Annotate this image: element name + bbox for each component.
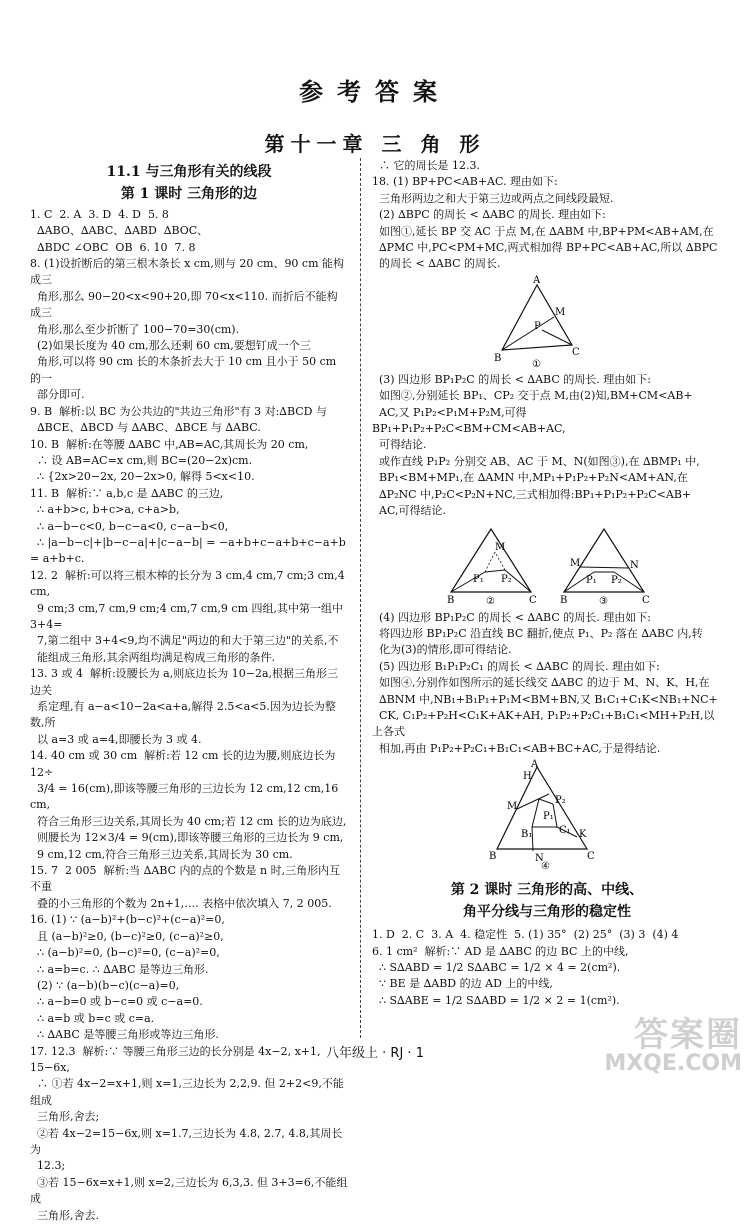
page-title: 参考答案 xyxy=(299,77,451,106)
answer-line: 能组成三角形,其余两组均满足构成三角形的条件. xyxy=(30,650,275,664)
fig4-label-k: K xyxy=(579,829,587,841)
answer-line: 可得结论. xyxy=(372,438,427,452)
answer-line: 相加,再由 P₁P₂+P₂C₁+B₁C₁<AB+BC+AC,于是得结论. xyxy=(372,741,661,755)
section-title: 11.1 与三角形有关的线段 xyxy=(106,164,272,180)
fig1-label-b: B xyxy=(494,352,502,364)
answer-line: ∴ a−b−c<0, b−c−a<0, c−a−b<0, xyxy=(30,519,229,533)
answer-line: 三角形,舍去; xyxy=(30,1110,100,1124)
answer-line: BP₁<BM+MP₁,在 ∆AMN 中,MP₁+P₁P₂+P₂N<AM+AN,在 xyxy=(372,471,688,485)
page-footer: 八年级上 · RJ · 1 xyxy=(326,1046,424,1061)
answer-line: 9 cm;3 cm,7 cm,9 cm;4 cm,7 cm,9 cm 四组,其中第一组中 3+4= xyxy=(30,601,347,631)
answer-line: 叠的小三角形的个数为 2n+1,…. 表格中依次填入 7, 2 005. xyxy=(30,896,332,910)
figure-3 xyxy=(556,524,651,606)
answer-line: 12. 2 解析:可以将三根木棒的长分为 3 cm,4 cm,7 cm;3 cm,4 cm, xyxy=(30,568,349,599)
fig3-label-n: N xyxy=(630,559,639,571)
answer-line: 系定理,有 a−a<10−2a<a+a,解得 2.5<a<5.因为边长为整数,所 xyxy=(30,700,336,730)
answer-line: 或作直线 P₁P₂ 分别交 AB、AC 于 M、N(如图③),在 ∆BMP₁ 中, xyxy=(372,454,700,468)
answer-line: 符合三角形三边关系,其周长为 40 cm;若 12 cm 长的边为底边, xyxy=(30,814,347,828)
answer-line: 角形,那么 90−20<x<90+20,即 70<x<110. 而折后不能构成三 xyxy=(30,289,338,320)
answer-line: 15. 7 2 005 解析:当 ∆ABC 内的点的个数是 n 时,三角形内互不重 xyxy=(30,864,341,894)
fig2-label-m: M xyxy=(495,541,506,553)
answer-line: ∴ (a−b)²=0, (b−c)²=0, (c−a)²=0, xyxy=(30,946,220,960)
answer-line: ∴ 设 AB=AC=x cm,则 BC=(20−2x)cm. xyxy=(30,453,253,467)
figure-1 xyxy=(492,275,602,370)
answer-line: ∆BCE、∆BCD 与 ∆ABC、∆BCE 与 ∆ABC. xyxy=(30,421,261,435)
answer-line: 如图②,分别延长 BP₁、CP₂ 交于点 M,由(2)知,BM+CM<AB+ xyxy=(372,389,693,403)
answer-line: 3/4 = 16(cm),即该等腰三角形的三边长为 12 cm,12 cm,16 cm, xyxy=(30,782,342,812)
answer-line: 则腰长为 12×3/4 = 9(cm),即该等腰三角形的三边长为 9 cm, xyxy=(30,831,344,845)
answer-line: 的周长 < ∆ABC 的周长. xyxy=(372,257,501,271)
answer-line: 三角形两边之和大于第三边或两点之间线段最短. xyxy=(372,191,614,205)
fig4-label-n: N xyxy=(535,853,544,865)
answer-line: ∴ a−b=0 或 b−c=0 或 c−a=0. xyxy=(30,995,203,1009)
fig2-label-b: B xyxy=(447,594,455,606)
fig4-label-p2: P₂ xyxy=(555,795,566,807)
answer-line: (2) ∵ (a−b)(b−c)(c−a)=0, xyxy=(30,978,180,992)
answer-line: AC,可得结论. xyxy=(372,504,446,518)
right-answer-lines-c xyxy=(372,610,722,758)
lesson-title: 第 1 课时 三角形的边 xyxy=(120,186,258,203)
answer-line: (4) 四边形 BP₁P₂C 的周长 < ∆ABC 的周长. 理由如下: xyxy=(372,610,651,624)
answer-line: 如图④,分别作如图所示的延长线交 ∆ABC 的边于 M、N、K、H,在 xyxy=(372,676,710,690)
answer-line: 1. C 2. A 3. D 4. D 5. 8 xyxy=(30,207,169,221)
watermark-logo xyxy=(604,1015,742,1076)
answer-line: ∴ S∆ABD = 1/2 S∆ABC = 1/2 × 4 = 2(cm²). xyxy=(372,960,621,974)
answer-line: 1. D 2. C 3. A 4. 稳定性 5. (1) 35° (2) 25° (3) 3 (4) 4 xyxy=(372,928,679,942)
answer-line: 三角形,舍去. xyxy=(30,1208,99,1222)
answer-line: AC,又 P₁P₂<P₁M+P₂M,可得 BP₁+P₁P₂+P₂C<BM+CM<AB+AC, xyxy=(372,405,566,436)
fig4-label-c: C xyxy=(587,851,595,863)
answer-line: (2) ∆BPC 的周长 < ∆ABC 的周长. 理由如下: xyxy=(372,208,606,222)
right-column xyxy=(372,158,722,1009)
answer-line: 17. 12.3 解析:∵ 等腰三角形三边的长分别是 4x−2, x+1, 15−6x, xyxy=(30,1044,324,1074)
right-answer-lines-b xyxy=(372,372,722,520)
fig4-label-a: A xyxy=(531,759,539,771)
fig3-label-c: C xyxy=(642,594,650,606)
fig3-label-p1: P₁ xyxy=(586,574,597,586)
fig2-label-p1: P₁ xyxy=(473,573,484,585)
fig3-number: ③ xyxy=(599,595,608,606)
fig1-label-c: C xyxy=(572,346,580,358)
fig1-label-m: M xyxy=(555,306,566,318)
figure-4 xyxy=(487,759,607,871)
answer-line: 6. 1 cm² 解析:∵ AD 是 ∆ABC 的边 BC 上的中线, xyxy=(372,944,629,958)
fig4-label-p1: P₁ xyxy=(543,811,554,823)
fig2-label-c: C xyxy=(529,594,537,606)
fig3-label-b: B xyxy=(560,594,568,606)
fig1-label-a: A xyxy=(533,274,541,286)
answer-line: 14. 40 cm 或 30 cm 解析:若 12 cm 长的边为腰,则底边长为 12÷ xyxy=(30,749,339,779)
answer-line: 13. 3 或 4 解析:设腰长为 a,则底边长为 10−2a,根据三角形三边关 xyxy=(30,667,338,697)
answer-line: 16. (1) ∵ (a−b)²+(b−c)²+(c−a)²=0, xyxy=(30,913,225,927)
answer-line: ∆ABO、∆ABC、∆ABD ∆BOC、 xyxy=(30,224,209,238)
fig3-label-m: M xyxy=(570,557,581,569)
answer-line: 10. B 解析:在等腰 ∆ABC 中,AB=AC,其周长为 20 cm, xyxy=(30,437,309,451)
fig2-number: ② xyxy=(486,595,495,606)
answer-line: ∴ ∆ABC 是等腰三角形或等边三角形. xyxy=(30,1028,219,1042)
answer-line: ∴ |a−b−c|+|b−c−a|+|c−a−b| = −a+b+c−a+b+c−a+b = a+b+c. xyxy=(30,535,350,566)
lesson2-title-line1: 第 2 课时 三角形的高、中线、 xyxy=(450,882,644,899)
answer-line: 8. (1)设折断后的第三根木条长 x cm,则与 20 cm、90 cm 能构成三 xyxy=(30,257,345,287)
answer-line: 以 a=3 或 a=4,即腰长为 3 或 4. xyxy=(30,732,202,746)
fig1-number: ① xyxy=(532,358,541,370)
lesson2-title-line2: 角平分线与三角形的稳定性 xyxy=(463,904,631,921)
answer-line: 部分即可. xyxy=(30,388,85,402)
fig4-label-h: H xyxy=(523,771,532,783)
answer-line: 18. (1) BP+PC<AB+AC. 理由如下: xyxy=(372,175,558,189)
answer-line: (5) 四边形 B₁P₁P₂C₁ 的周长 < ∆ABC 的周长. 理由如下: xyxy=(372,659,660,673)
answer-line: ∴ a+b>c, b+c>a, c+a>b, xyxy=(30,503,180,517)
fig2-label-p2: P₂ xyxy=(501,573,512,585)
answer-line: ③若 15−6x=x+1,则 x=2,三边长为 6,3,3. 但 3+3=6,不能组成 xyxy=(30,1175,348,1206)
answer-line: ∴ S∆ABE = 1/2 S∆ABD = 1/2 × 2 = 1(cm²). xyxy=(372,993,620,1007)
answer-line: 且 (a−b)²≥0, (b−c)²≥0, (c−a)²≥0, xyxy=(30,929,224,943)
right-answer-lines-a xyxy=(372,158,722,273)
column-divider xyxy=(360,158,362,1038)
left-column xyxy=(30,158,348,1224)
fig4-label-c1: C₁ xyxy=(559,825,571,837)
answer-line: ∆PMC 中,PC<PM+MC,两式相加得 BP+PC<AB+AC,所以 ∆BPC xyxy=(372,241,718,255)
answer-line: ∆BDC ∠OBC OB 6. 10 7. 8 xyxy=(30,240,196,254)
answer-line: 11. B 解析:∵ a,b,c 是 ∆ABC 的三边, xyxy=(30,486,224,500)
watermark-line1: 答案圈 xyxy=(634,1015,742,1055)
answer-line: ∆P₂NC 中,P₂C<P₂N+NC,三式相加得:BP₁+P₁P₂+P₂C<AB+ xyxy=(372,487,692,501)
answer-line: 将四边形 BP₁P₂C 沿直线 BC 翻折,使点 P₁、P₂ 落在 ∆ABC 内,转 xyxy=(372,626,703,640)
answer-line: 角形,可以将 90 cm 长的木条折去大于 10 cm 且小于 50 cm 的一 xyxy=(30,355,340,385)
answer-line: 9 cm,12 cm,符合三角形三边关系,其周长为 30 cm. xyxy=(30,847,293,861)
answer-line: (3) 四边形 BP₁P₂C 的周长 < ∆ABC 的周长. 理由如下: xyxy=(372,372,651,386)
answer-line: 化为(3)的情形,即可得结论. xyxy=(372,643,512,657)
figure-2 xyxy=(443,524,538,606)
answer-line: 12.3; xyxy=(30,1159,66,1173)
answer-line: ∴ 它的周长是 12.3. xyxy=(372,159,480,172)
answer-line: 如图①,延长 BP 交 AC 于点 M,在 ∆ABM 中,BP+PM<AB+AM,在 xyxy=(372,224,714,238)
fig4-label-b1: B₁ xyxy=(521,829,533,841)
answer-line: (2)如果长度为 40 cm,那么还剩 60 cm,要想钉成一个三 xyxy=(30,339,311,353)
answer-line: ∴ a=b=c. ∴ ∆ABC 是等边三角形. xyxy=(30,962,209,976)
answer-line: 9. B 解析:以 BC 为公共边的"共边三角形"有 3 对:∆BCD 与 xyxy=(30,404,327,418)
fig1-label-p: P xyxy=(534,320,541,332)
watermark-line2: MXQE.COM xyxy=(604,1051,742,1076)
fig4-label-m: M xyxy=(507,801,518,813)
chapter-title: 第十一章 三 角 形 xyxy=(264,132,486,156)
fig4-number: ④ xyxy=(541,861,550,872)
fig3-label-p2: P₂ xyxy=(611,574,622,586)
answer-line: 7,第二组中 3+4<9,均不满足"两边的和大于第三边"的关系,不 xyxy=(30,634,339,648)
answer-line: ∴ {2x>20−2x, 20−2x>0, 解得 5<x<10. xyxy=(30,470,255,484)
fig4-label-b: B xyxy=(489,851,497,863)
answer-line: ②若 4x−2=15−6x,则 x=1.7,三边长为 4.8, 2.7, 4.8,其周长为 xyxy=(30,1126,343,1156)
answer-line: ∆BNM 中,NB₁+B₁P₁+P₁M<BM+BN,又 B₁C₁+C₁K<NB₁+NC+ xyxy=(372,692,718,706)
right-answer-lines-d xyxy=(372,927,722,1009)
left-answer-lines xyxy=(30,207,348,1224)
answer-line: ∵ BE 是 ∆ABD 的边 AD 上的中线, xyxy=(372,977,553,991)
answer-line: CK, C₁P₂+P₂H<C₁K+AK+AH, P₁P₂+P₂C₁+B₁C₁<MH+P₂H,以上各式 xyxy=(372,708,715,739)
answer-line: ∴ ①若 4x−2=x+1,则 x=1,三边长为 2,2,9. 但 2+2<9,不能组成 xyxy=(30,1077,344,1107)
answer-line: 角形,那么至少折断了 100−70=30(cm). xyxy=(30,322,240,336)
answer-line: ∴ a=b 或 b=c 或 c=a. xyxy=(30,1011,155,1025)
